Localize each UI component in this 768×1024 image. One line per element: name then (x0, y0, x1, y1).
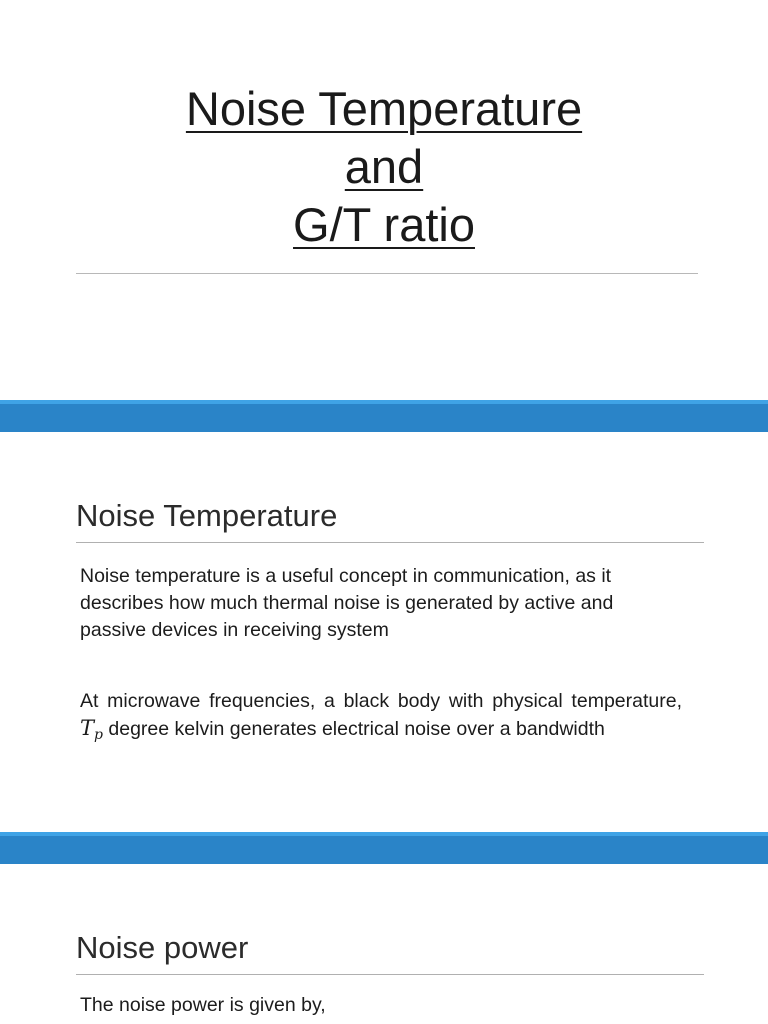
math-variable-tp: $T_p$ (80, 716, 103, 743)
slide-separator-band (0, 400, 768, 432)
paragraph-noise-power: The noise power is given by, (80, 994, 326, 1016)
noise-temperature-slide (0, 432, 768, 832)
title-slide (0, 0, 768, 400)
slide-heading: Noise Temperature (76, 498, 338, 533)
heading-divider (76, 542, 704, 543)
noise-power-slide (0, 864, 768, 1024)
slide-heading: Noise power (76, 930, 249, 965)
title-line-2: and (344, 140, 424, 193)
slide-title (0, 80, 768, 254)
paragraph-black-body: At microwave frequencies, a black body with physical temperature, $T_p$ degree kelvin generates electrical noise over a bandwidth (80, 690, 682, 743)
paragraph-definition: Noise temperature is a useful concept in communication, as it describes how much thermal noise is generated by active and passive devices in receiving system (80, 565, 614, 641)
title-line-3: G/T ratio (293, 198, 475, 251)
slide-separator-band (0, 832, 768, 864)
title-line-1: Noise Temperature (185, 82, 583, 135)
heading-divider (76, 974, 704, 975)
title-divider (76, 273, 698, 274)
